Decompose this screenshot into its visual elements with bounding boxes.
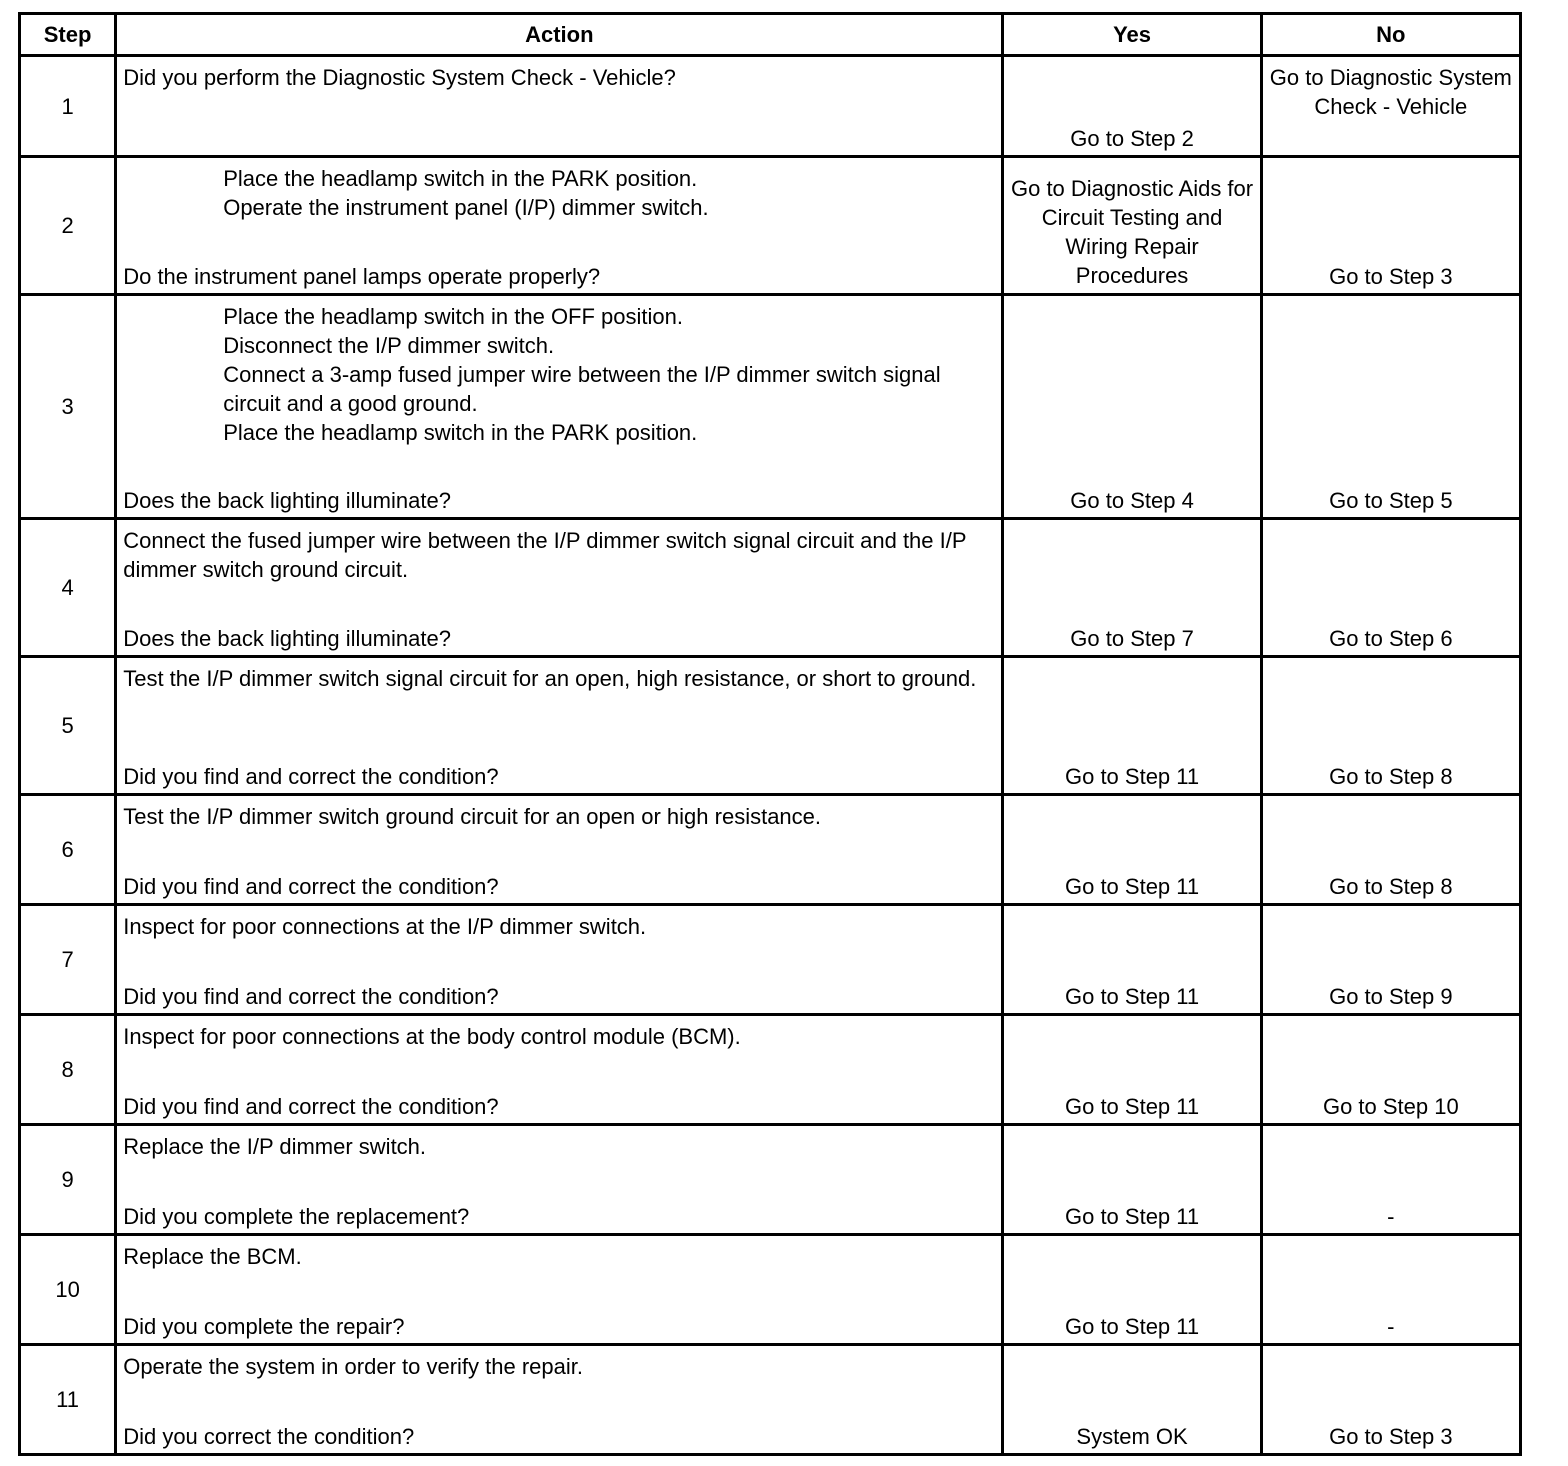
- yes-result: Go to Step 4: [1003, 295, 1261, 519]
- action-cell: [116, 1015, 1003, 1125]
- yes-result: Go to Step 7: [1003, 519, 1261, 657]
- action-instruction: Replace the I/P dimmer switch.: [123, 1134, 427, 1159]
- no-result: Go to Step 10: [1261, 1015, 1520, 1125]
- action-instruction: Connect the fused jumper wire between the I/P dimmer switch signal circuit and the I/P dimmer switch ground circuit.: [123, 528, 973, 582]
- no-result: Go to Step 5: [1261, 295, 1520, 519]
- table-row: [20, 1345, 1521, 1455]
- no-result: Go to Step 3: [1261, 1345, 1520, 1455]
- header-yes: Yes: [1003, 14, 1261, 56]
- action-question: Did you complete the replacement?: [123, 1204, 470, 1229]
- diagnostic-table: [18, 12, 1522, 1456]
- no-result: Go to Step 8: [1261, 795, 1520, 905]
- action-question: Did you find and correct the condition?: [123, 764, 499, 789]
- action-question: Do the instrument panel lamps operate properly?: [123, 264, 601, 289]
- action-instruction: Connect a 3-amp fused jumper wire between the I/P dimmer switch signal circuit and a good ground.: [223, 362, 947, 416]
- step-number: 8: [20, 1015, 116, 1125]
- table-row: [20, 56, 1521, 157]
- step-number: 6: [20, 795, 116, 905]
- action-question: Did you find and correct the condition?: [123, 984, 499, 1009]
- action-cell: [116, 905, 1003, 1015]
- no-result: Go to Step 9: [1261, 905, 1520, 1015]
- step-number: 10: [20, 1235, 116, 1345]
- action-cell: [116, 295, 1003, 519]
- action-instruction: Inspect for poor connections at the I/P dimmer switch.: [123, 914, 647, 939]
- step-number: 7: [20, 905, 116, 1015]
- action-instruction: Place the headlamp switch in the PARK position.: [223, 420, 698, 445]
- yes-result: System OK: [1003, 1345, 1261, 1455]
- action-instruction: Disconnect the I/P dimmer switch.: [223, 333, 555, 358]
- action-cell: [116, 56, 1003, 157]
- action-instruction: Place the headlamp switch in the PARK position.: [223, 166, 698, 191]
- action-instruction: Test the I/P dimmer switch signal circuit for an open, high resistance, or short to ground.: [123, 666, 977, 691]
- action-cell: [116, 1345, 1003, 1455]
- no-result: Go to Step 6: [1261, 519, 1520, 657]
- action-cell: [116, 157, 1003, 295]
- no-result: -: [1261, 1125, 1520, 1235]
- action-instruction: Inspect for poor connections at the body control module (BCM).: [123, 1024, 741, 1049]
- yes-result: Go to Step 11: [1003, 1125, 1261, 1235]
- action-instruction: Test the I/P dimmer switch ground circuit for an open or high resistance.: [123, 804, 822, 829]
- action-cell: [116, 657, 1003, 795]
- step-number: 3: [20, 295, 116, 519]
- yes-result: Go to Diagnostic Aids for Circuit Testing and Wiring Repair Procedures: [1003, 157, 1261, 295]
- header-action: Action: [116, 14, 1003, 56]
- step-number: 5: [20, 657, 116, 795]
- table-row: [20, 795, 1521, 905]
- action-instruction: Operate the system in order to verify the repair.: [123, 1354, 583, 1379]
- action-instruction: Replace the BCM.: [123, 1244, 302, 1269]
- action-instruction: Did you perform the Diagnostic System Check - Vehicle?: [123, 65, 676, 90]
- yes-result: Go to Step 11: [1003, 905, 1261, 1015]
- table-row: [20, 157, 1521, 295]
- yes-result: Go to Step 2: [1003, 56, 1261, 157]
- action-question: Did you correct the condition?: [123, 1424, 415, 1449]
- step-number: 1: [20, 56, 116, 157]
- yes-result: Go to Step 11: [1003, 1235, 1261, 1345]
- no-result: Go to Step 8: [1261, 657, 1520, 795]
- action-question: Does the back lighting illuminate?: [123, 626, 451, 651]
- action-cell: [116, 1235, 1003, 1345]
- action-question: Did you find and correct the condition?: [123, 1094, 499, 1119]
- table-row: [20, 1015, 1521, 1125]
- action-question: Did you find and correct the condition?: [123, 874, 499, 899]
- action-question: Does the back lighting illuminate?: [123, 488, 451, 513]
- yes-result: Go to Step 11: [1003, 1015, 1261, 1125]
- table-body: [20, 56, 1521, 1455]
- step-number: 11: [20, 1345, 116, 1455]
- table-row: [20, 295, 1521, 519]
- step-number: 2: [20, 157, 116, 295]
- header-row: [20, 14, 1521, 56]
- table-row: [20, 1235, 1521, 1345]
- no-result: Go to Step 3: [1261, 157, 1520, 295]
- yes-result: Go to Step 11: [1003, 795, 1261, 905]
- step-number: 9: [20, 1125, 116, 1235]
- header-step: Step: [20, 14, 116, 56]
- action-cell: [116, 795, 1003, 905]
- table-row: [20, 657, 1521, 795]
- action-instruction: Operate the instrument panel (I/P) dimmer switch.: [223, 195, 709, 220]
- step-number: 4: [20, 519, 116, 657]
- header-no: No: [1261, 14, 1520, 56]
- no-result: Go to Diagnostic System Check - Vehicle: [1261, 56, 1520, 157]
- table-row: [20, 905, 1521, 1015]
- action-instruction: Place the headlamp switch in the OFF position.: [223, 304, 683, 329]
- action-cell: [116, 519, 1003, 657]
- action-cell: [116, 1125, 1003, 1235]
- yes-result: Go to Step 11: [1003, 657, 1261, 795]
- table-row: [20, 1125, 1521, 1235]
- action-question: Did you complete the repair?: [123, 1314, 405, 1339]
- table-row: [20, 519, 1521, 657]
- no-result: -: [1261, 1235, 1520, 1345]
